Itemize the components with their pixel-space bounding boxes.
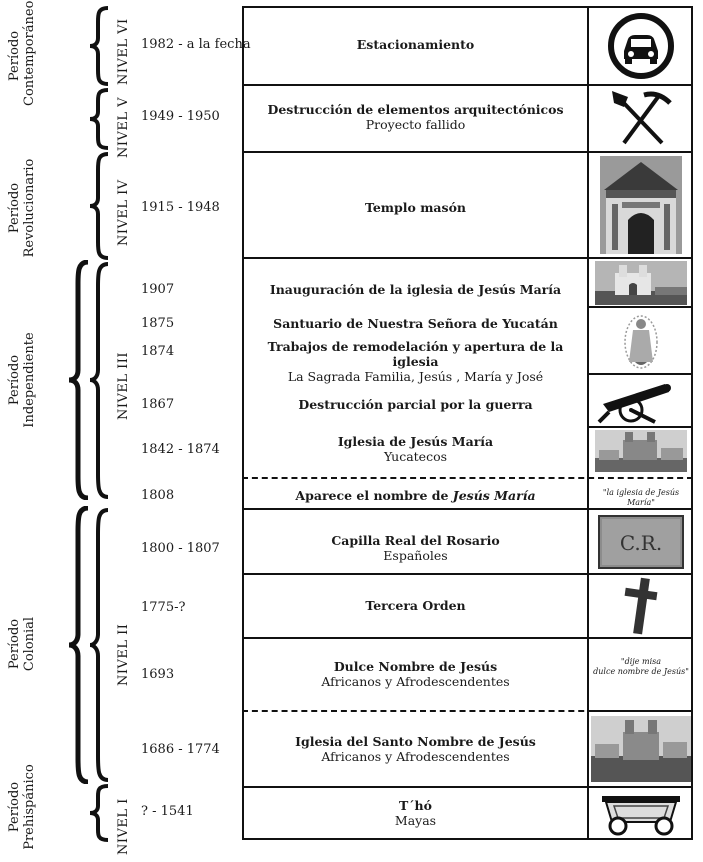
date-1949: 1949 - 1950 <box>141 109 220 124</box>
event-destruccion-elementos <box>244 102 587 132</box>
event-subtitle: Proyecto fallido <box>365 117 466 132</box>
event-subtitle: Mayas <box>394 813 437 828</box>
cathedral-photo-2 <box>589 712 693 786</box>
date-1541: ? - 1541 <box>141 804 194 819</box>
masonic-temple-photo <box>589 153 693 257</box>
event-title: Santuario de Nuestra Señora de Yucatán <box>273 316 558 331</box>
period-prehispanico <box>7 757 39 857</box>
date-1686: 1686 - 1774 <box>141 742 220 757</box>
level-i-label: NIVEL I <box>116 798 131 855</box>
event-title: T´hó <box>399 798 432 813</box>
event-title: Aparece el nombre de Jesús María <box>295 488 536 503</box>
caption-dulce-line1: "dije misa <box>620 657 662 666</box>
level-iv-label: NIVEL IV <box>116 179 131 246</box>
wooden-cross-icon <box>589 575 693 637</box>
period-contemporaneo-line1: Período <box>7 30 22 82</box>
event-santuario <box>244 316 587 331</box>
event-title: Tercera Orden <box>365 598 466 613</box>
event-iglesia-santo-nombre <box>244 734 587 764</box>
caption-jesus-maria: "la iglesia de Jesús María" <box>602 488 680 507</box>
event-inauguracion <box>244 282 587 297</box>
period-contemporaneo-line2: Contemporáneo <box>22 0 37 106</box>
level-iii-label: NIVEL III <box>116 351 131 420</box>
event-subtitle: Africanos y Afrodescendentes <box>321 749 510 764</box>
event-title: Estacionamiento <box>356 37 475 52</box>
event-title: Inauguración de la iglesia de Jesús María <box>269 282 562 297</box>
event-dulce-nombre <box>244 659 587 689</box>
event-title-italic: Jesús María <box>452 488 536 503</box>
date-1915: 1915 - 1948 <box>141 200 220 215</box>
date-1907: 1907 <box>141 282 175 297</box>
event-tho <box>244 798 587 828</box>
stone-plaque <box>589 510 693 573</box>
period-revolucionario <box>7 158 39 258</box>
shovel-pickaxe-icon <box>589 86 693 151</box>
date-1982: 1982 - a la fecha <box>141 37 251 52</box>
event-title: Capilla Real del Rosario <box>331 533 500 548</box>
event-subtitle: Yucatecos <box>383 449 448 464</box>
period-revolucionario-line1: Período <box>7 182 22 234</box>
level-v-label: NIVEL V <box>116 96 131 158</box>
date-1693: 1693 <box>141 667 175 682</box>
event-title: Destrucción parcial por la guerra <box>298 397 533 412</box>
level-ii-label: NIVEL II <box>116 623 131 686</box>
cannon-icon <box>589 375 693 426</box>
period-independiente-line1: Período <box>7 354 22 406</box>
brace-nivel-v <box>86 88 112 150</box>
event-tercera-orden <box>244 598 587 613</box>
plaque-text: C.R. <box>619 530 663 555</box>
date-1775: 1775-? <box>141 600 186 615</box>
event-capilla-real <box>244 533 587 563</box>
church-photo <box>589 259 693 306</box>
row-divider <box>242 637 693 639</box>
brace-nivel-iv <box>86 152 112 260</box>
event-title: Iglesia de Jesús María <box>337 434 494 449</box>
virgin-image <box>589 308 693 373</box>
date-1874: 1874 <box>141 344 175 359</box>
event-title: Dulce Nombre de Jesús <box>333 659 498 674</box>
period-independiente <box>7 330 39 430</box>
event-templo-mason <box>244 200 587 215</box>
date-1800: 1800 - 1807 <box>141 541 220 556</box>
brace-nivel-vi <box>86 6 112 86</box>
event-destruccion-guerra <box>244 397 587 412</box>
event-subtitle: La Sagrada Familia, Jesús , María y José <box>287 369 544 384</box>
event-subtitle: Españoles <box>383 548 448 563</box>
period-prehispanico-line2: Prehispánico <box>22 764 37 850</box>
caption-dulce-nombre <box>589 657 693 677</box>
stone-artifact <box>589 788 693 840</box>
period-colonial-line2: Colonial <box>22 616 37 672</box>
caption-dulce-line2: dulce nombre de Jesús" <box>593 667 689 676</box>
event-estacionamiento <box>244 37 587 52</box>
event-subtitle: Africanos y Afrodescendentes <box>321 674 510 689</box>
date-1867: 1867 <box>141 397 175 412</box>
brace-nivel-ii <box>86 508 112 782</box>
date-1842: 1842 - 1874 <box>141 442 220 457</box>
period-colonial <box>7 594 39 694</box>
event-title: Templo masón <box>364 200 466 215</box>
period-colonial-line1: Período <box>7 618 22 670</box>
brace-nivel-iii <box>86 262 112 499</box>
period-contemporaneo <box>7 0 39 106</box>
event-title: Iglesia del Santo Nombre de Jesús <box>295 734 536 749</box>
event-title: Destrucción de elementos arquitectónicos <box>267 102 564 117</box>
event-remodelacion <box>244 339 587 384</box>
period-revolucionario-line2: Revolucionario <box>22 158 37 258</box>
date-1808: 1808 <box>141 488 175 503</box>
dashed-divider <box>242 477 693 479</box>
level-vi-label: NIVEL VI <box>116 18 131 85</box>
event-iglesia-jesus-maria <box>244 434 587 464</box>
cathedral-photo <box>589 428 693 474</box>
event-aparece-nombre <box>244 488 587 503</box>
date-1875: 1875 <box>141 316 175 331</box>
period-independiente-line2: Independiente <box>22 332 37 428</box>
brace-nivel-i <box>86 784 112 842</box>
event-title: Trabajos de remodelación y apertura de la iglesia <box>267 339 564 369</box>
period-prehispanico-line1: Período <box>7 781 22 833</box>
parking-car-icon <box>589 8 693 84</box>
